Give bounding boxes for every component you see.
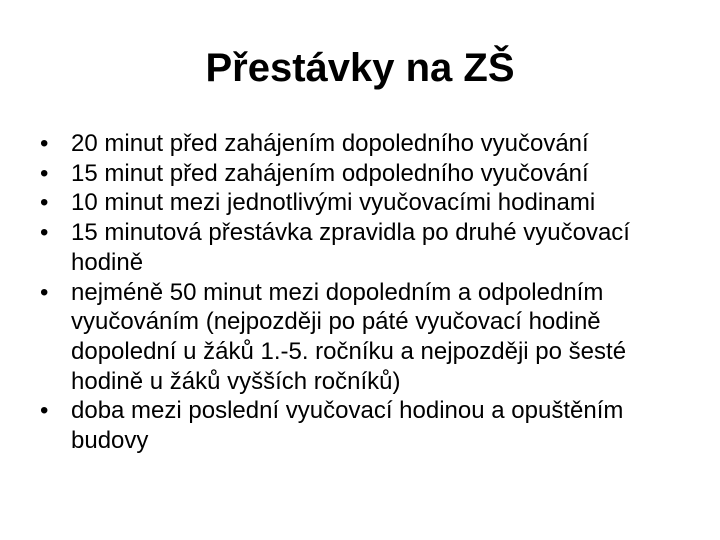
bullet-item xyxy=(36,218,686,277)
slide-title: Přestávky na ZŠ xyxy=(205,46,515,90)
bullet-icon: • xyxy=(40,130,49,157)
bullet-icon: • xyxy=(40,397,49,425)
bullet-text: 10 minut mezi jednotlivými vyučovacími hodinami xyxy=(71,189,596,217)
bullet-item xyxy=(36,159,686,189)
bullet-list xyxy=(36,129,686,456)
bullet-icon: • xyxy=(40,219,49,247)
bullet-text: 15 minutová přestávka zpravidla po druhé vyučovací hodině xyxy=(71,219,630,276)
bullet-icon: • xyxy=(40,189,49,217)
bullet-text: doba mezi poslední vyučovací hodinou a opuštěním budovy xyxy=(71,397,624,455)
bullet-text: 15 minut před zahájením odpoledního vyučování xyxy=(71,159,589,187)
bullet-item xyxy=(36,188,686,218)
bullet-text: 20 minut před zahájením dopoledního vyučování xyxy=(71,130,589,157)
bullet-icon: • xyxy=(40,159,49,187)
bullet-item xyxy=(36,278,686,397)
bullet-item xyxy=(36,396,686,455)
bullet-text: nejméně 50 minut mezi dopoledním a odpoledním vyučováním (nejpozději po páté vyučovací hodině dopolední u žáků 1.-5. ročníku a nejpozději po šesté hodině u žáků vyšších ročníků) xyxy=(71,278,627,395)
bullet-item xyxy=(36,129,686,159)
bullet-icon: • xyxy=(40,278,49,306)
